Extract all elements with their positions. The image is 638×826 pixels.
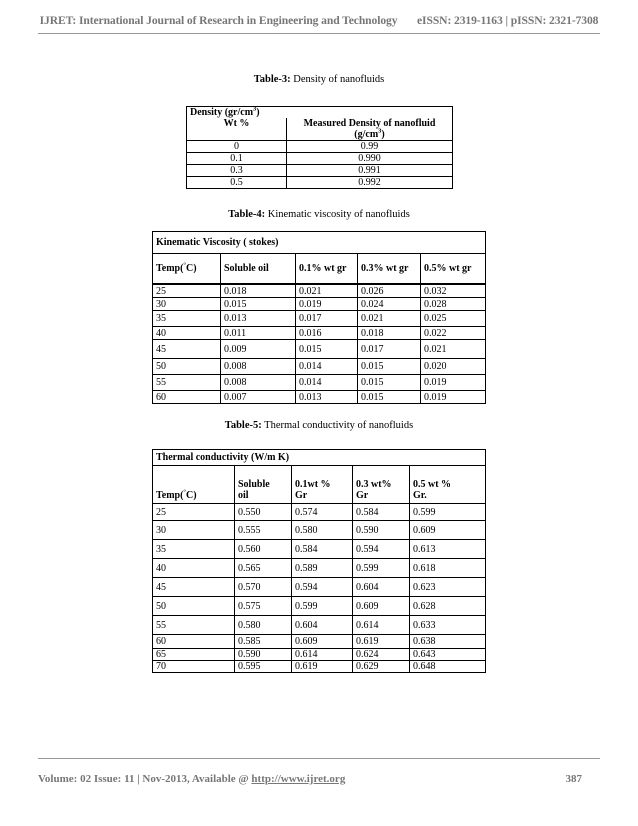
table-cell: 0.614 — [292, 649, 353, 661]
journal-header: IJRET: International Journal of Research in Engineering and Technology eISSN: 2319-1163 | pISSN: 2321-7308 — [39, 14, 599, 27]
table-row — [153, 661, 486, 673]
table-cell: 50 — [153, 597, 235, 616]
table-row — [153, 635, 486, 649]
table-header-row — [187, 118, 453, 141]
table-cell: 0.015 — [358, 375, 421, 391]
table-row — [187, 153, 453, 165]
table-cell: 0.599 — [410, 504, 486, 521]
table-row — [153, 285, 486, 298]
table-cell: 0.590 — [353, 521, 410, 540]
table-row — [187, 141, 453, 153]
table-cell: 0.643 — [410, 649, 486, 661]
table-cell: 0.648 — [410, 661, 486, 673]
col-header: 0.5% wt gr — [421, 254, 486, 284]
table-cell: 60 — [153, 635, 235, 649]
col-header: 0.3% wt gr — [358, 254, 421, 284]
density-table — [186, 106, 453, 189]
table-cell: 0.574 — [292, 504, 353, 521]
header-rule — [38, 33, 600, 34]
table-cell: 0.619 — [292, 661, 353, 673]
table-cell: 0.584 — [353, 504, 410, 521]
table5-caption-label: Table-5: — [224, 420, 262, 431]
col-header: 0.5 wt % Gr. — [410, 466, 486, 504]
table-cell: 0.009 — [221, 340, 296, 359]
table-cell: 0.015 — [358, 359, 421, 375]
thermal-conductivity-table — [152, 449, 486, 673]
table-cell: 0.014 — [296, 359, 358, 375]
table-cell: 0.638 — [410, 635, 486, 649]
table-cell: 0.604 — [353, 578, 410, 597]
table-cell: 0.015 — [221, 298, 296, 311]
table-row — [153, 521, 486, 540]
wt-header: Wt % — [187, 118, 287, 141]
table-cell: 0.013 — [221, 311, 296, 327]
table-cell: 0.018 — [221, 285, 296, 298]
table-cell: 0.019 — [421, 375, 486, 391]
table-row — [153, 649, 486, 661]
table-cell: 0.032 — [421, 285, 486, 298]
table-cell: 0.623 — [410, 578, 486, 597]
table-row — [153, 391, 486, 404]
table-cell: 0.021 — [358, 311, 421, 327]
table-cell: 0.013 — [296, 391, 358, 404]
table-cell: 0.011 — [221, 327, 296, 340]
table-header-row — [153, 466, 486, 504]
table-cell: 0.017 — [358, 340, 421, 359]
col-header: 0.1% wt gr — [296, 254, 358, 284]
viscosity-table — [152, 231, 486, 404]
table-cell: 0.594 — [353, 540, 410, 559]
table-cell: 0.028 — [421, 298, 486, 311]
table-cell: 0.017 — [296, 311, 358, 327]
thermal-table-title: Thermal conductivity (W/m K) — [153, 450, 486, 466]
table-cell: 0.609 — [353, 597, 410, 616]
col-header: Soluble oil — [221, 254, 296, 284]
table-cell: 25 — [153, 285, 221, 298]
table-cell: 0.025 — [421, 311, 486, 327]
thermal-table-body — [153, 504, 486, 673]
table-cell: 0.590 — [235, 649, 292, 661]
table-cell: 45 — [153, 340, 221, 359]
table-cell: 0.990 — [287, 153, 453, 165]
table-cell: 0.609 — [292, 635, 353, 649]
table4-caption-text: Kinematic viscosity of nanofluids — [265, 209, 410, 220]
table-title-row — [153, 450, 486, 466]
table-cell: 0.628 — [410, 597, 486, 616]
table-row — [153, 540, 486, 559]
table-cell: 30 — [153, 521, 235, 540]
table-cell: 0.992 — [287, 177, 453, 189]
table-title-row — [187, 107, 453, 119]
table-row — [153, 578, 486, 597]
table-cell: 0.609 — [410, 521, 486, 540]
table-cell: 50 — [153, 359, 221, 375]
table-cell: 0.629 — [353, 661, 410, 673]
table-cell: 0.008 — [221, 375, 296, 391]
table-cell: 70 — [153, 661, 235, 673]
table3-caption — [0, 74, 638, 85]
table-row — [153, 298, 486, 311]
table-cell: 45 — [153, 578, 235, 597]
table-cell: 0.007 — [221, 391, 296, 404]
density-table-body — [187, 141, 453, 189]
page-number: 387 — [565, 773, 582, 785]
col-header: 0.1wt % Gr — [292, 466, 353, 504]
table-cell: 0.1 — [187, 153, 287, 165]
table-row — [153, 559, 486, 578]
viscosity-table-body — [153, 285, 486, 404]
table4-caption-label: Table-4: — [228, 209, 266, 220]
table-row — [153, 311, 486, 327]
table-cell: 0.595 — [235, 661, 292, 673]
table-row — [153, 597, 486, 616]
table-row — [153, 359, 486, 375]
viscosity-table-title: Kinematic Viscosity ( stokes) — [153, 232, 486, 254]
table-cell: 25 — [153, 504, 235, 521]
table-cell: 0.015 — [358, 391, 421, 404]
table-cell: 0.020 — [421, 359, 486, 375]
table-cell: 0.624 — [353, 649, 410, 661]
table-cell: 0.589 — [292, 559, 353, 578]
col-header: 0.3 wt% Gr — [353, 466, 410, 504]
table-row — [153, 375, 486, 391]
table-row — [153, 616, 486, 635]
table-cell: 0.585 — [235, 635, 292, 649]
table-cell: 0.599 — [292, 597, 353, 616]
table5-caption — [0, 420, 638, 431]
table-cell: 35 — [153, 540, 235, 559]
table-cell: 0.014 — [296, 375, 358, 391]
table-cell: 35 — [153, 311, 221, 327]
table-cell: 0.019 — [421, 391, 486, 404]
temp-header: Temp(°C) — [153, 466, 235, 504]
table-cell: 0.599 — [353, 559, 410, 578]
table-title-row — [153, 232, 486, 254]
table-cell: 0.613 — [410, 540, 486, 559]
table-row — [187, 177, 453, 189]
table-cell: 0.021 — [296, 285, 358, 298]
table3-caption-text: Density of nanofluids — [290, 74, 385, 85]
table-cell: 0.008 — [221, 359, 296, 375]
table-cell: 0.580 — [292, 521, 353, 540]
table-cell: 40 — [153, 327, 221, 340]
table-cell: 0.604 — [292, 616, 353, 635]
temp-header: Temp(°C) — [153, 254, 221, 284]
table-row — [153, 327, 486, 340]
journal-link[interactable]: http://www.ijret.org — [251, 773, 346, 785]
table3-caption-label: Table-3: — [253, 74, 291, 85]
table-cell: 0.575 — [235, 597, 292, 616]
table-cell: 0.021 — [421, 340, 486, 359]
table-cell: 0.550 — [235, 504, 292, 521]
table-cell: 0.565 — [235, 559, 292, 578]
table-cell: 0.555 — [235, 521, 292, 540]
table-cell: 0.614 — [353, 616, 410, 635]
table-cell: 0.580 — [235, 616, 292, 635]
footer-rule — [38, 758, 600, 759]
table-cell: 0.016 — [296, 327, 358, 340]
footer-text: Volume: 02 Issue: 11 | Nov-2013, Available @ — [38, 773, 252, 785]
table-cell: 0.018 — [358, 327, 421, 340]
table-cell: 0.022 — [421, 327, 486, 340]
table-cell: 0 — [187, 141, 287, 153]
table-cell: 55 — [153, 375, 221, 391]
table-cell: 0.618 — [410, 559, 486, 578]
table-cell: 60 — [153, 391, 221, 404]
table-cell: 0.3 — [187, 165, 287, 177]
table-header-row — [153, 254, 486, 284]
table-cell: 0.019 — [296, 298, 358, 311]
table-cell: 0.594 — [292, 578, 353, 597]
table-cell: 55 — [153, 616, 235, 635]
table-cell: 0.991 — [287, 165, 453, 177]
table-cell: 40 — [153, 559, 235, 578]
table-cell: 0.584 — [292, 540, 353, 559]
density-table-title: Density $(gr/cm^3)$ — [187, 107, 453, 119]
table-row — [187, 165, 453, 177]
table-row — [153, 504, 486, 521]
page-footer — [38, 773, 600, 785]
table-cell: 0.633 — [410, 616, 486, 635]
table-cell: 0.99 — [287, 141, 453, 153]
table-cell: 0.5 — [187, 177, 287, 189]
table5-caption-text: Thermal conductivity of nanofluids — [261, 420, 414, 431]
table-row — [153, 340, 486, 359]
table-cell: 0.024 — [358, 298, 421, 311]
col-header: Soluble oil — [235, 466, 292, 504]
density-header: Measured Density of nanofluid $(g/cm^3)$ — [287, 118, 453, 141]
table4-caption — [0, 209, 638, 220]
table-cell: 0.015 — [296, 340, 358, 359]
table-cell: 0.570 — [235, 578, 292, 597]
table-cell: 0.619 — [353, 635, 410, 649]
table-cell: 0.560 — [235, 540, 292, 559]
table-cell: 65 — [153, 649, 235, 661]
table-cell: 0.026 — [358, 285, 421, 298]
table-cell: 30 — [153, 298, 221, 311]
